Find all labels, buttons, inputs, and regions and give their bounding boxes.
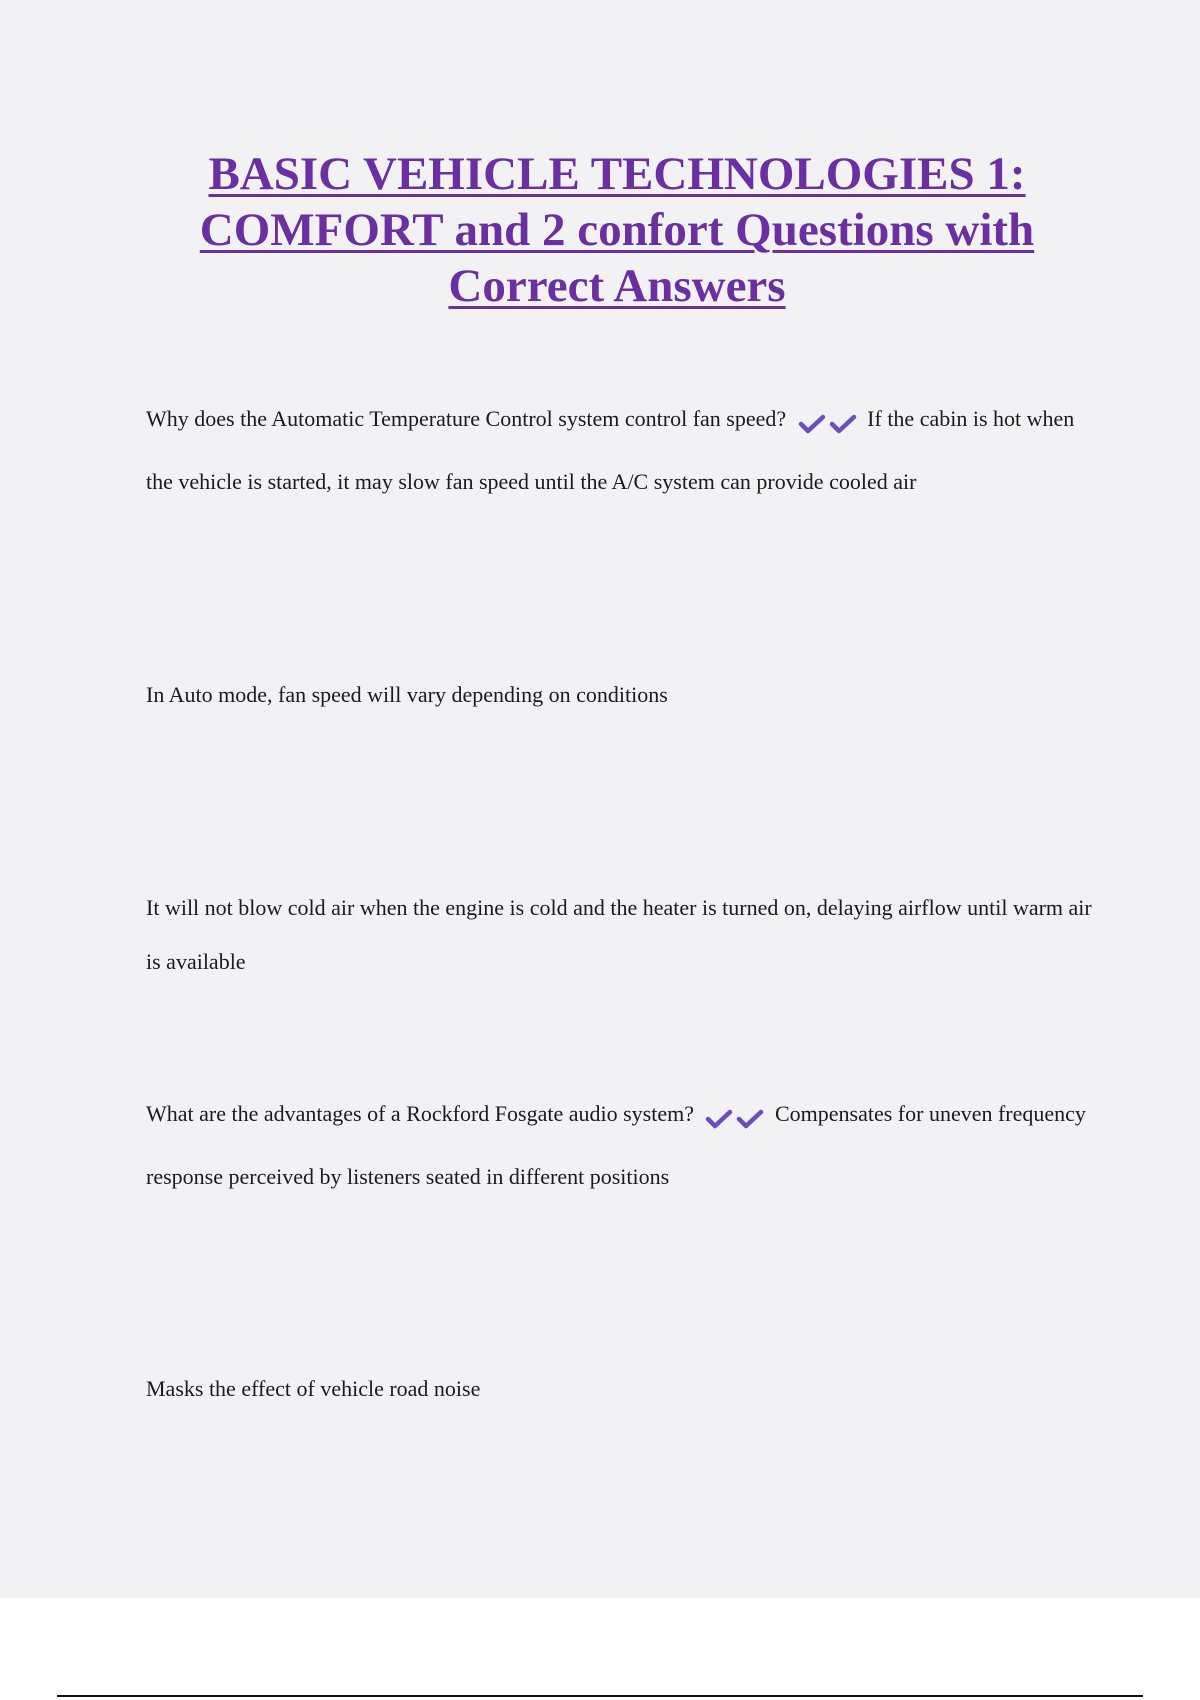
qa-item-1	[146, 389, 1096, 512]
statement-1: In Auto mode, fan speed will vary depending on conditions	[146, 682, 668, 707]
double-check-icon	[798, 392, 858, 452]
question-text: What are the advantages of a Rockford Fosgate audio system?	[146, 1101, 694, 1126]
document-title: BASIC VEHICLE TECHNOLOGIES 1: COMFORT and 2 confort Questions with Correct Answers	[199, 148, 1035, 312]
statement-3: Masks the effect of vehicle road noise	[146, 1376, 481, 1401]
statement-2: It will not blow cold air when the engine is cold and the heater is turned on, delaying airflow until warm air is available	[146, 895, 1092, 974]
footer-divider	[57, 1695, 1143, 1697]
double-check-icon	[705, 1087, 765, 1147]
qa-item-2	[146, 1084, 1096, 1207]
answer-text: If the cabin is hot when the vehicle is started, it may slow fan speed until the A/C system can provide cooled air	[146, 406, 1075, 494]
answer-text: Compensates for uneven frequency response perceived by listeners seated in different positions	[146, 1101, 1086, 1189]
question-text: Why does the Automatic Temperature Control system control fan speed?	[146, 406, 787, 431]
